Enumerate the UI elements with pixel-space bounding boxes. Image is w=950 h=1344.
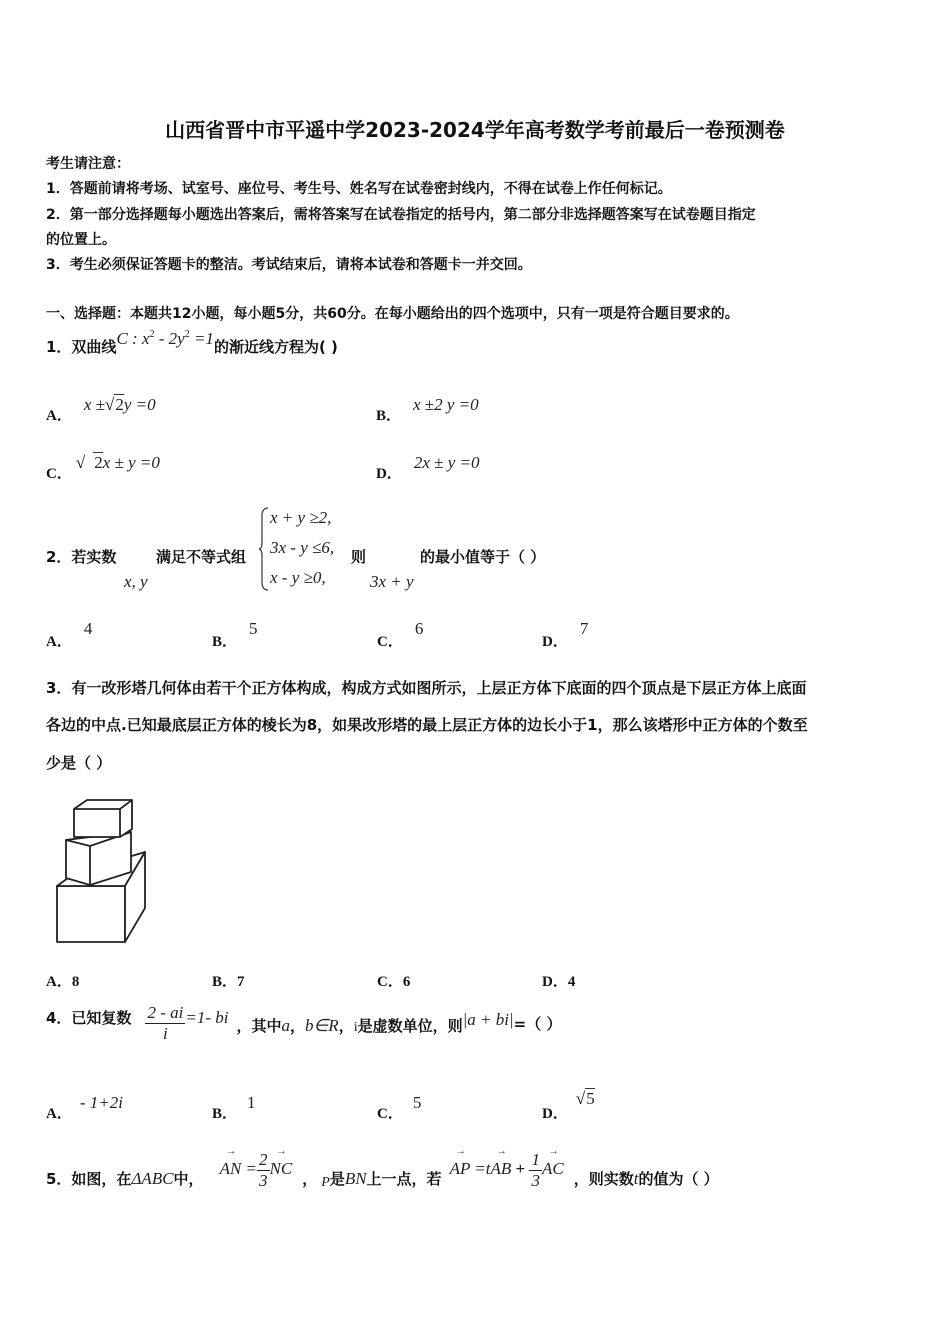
q2-suffix: 的最小值等于（ ） [420,548,546,566]
question-4: 4．已知复数 $\frac{2 - ai}{i}$ =1- bi ，其中a，b∈R，i是虚数单位，则|a + bi|=（ ） [46,1003,562,1043]
q4-option-c[interactable]: C．5 [377,1093,422,1122]
q2-expression: 3x + y [370,572,414,591]
q2-inequality: 3x - y ≤6, [270,538,335,557]
q2-brace [258,506,270,592]
q2-option-b[interactable]: B．5 [212,619,258,650]
notice-item: 3．考生必须保证答题卡的整洁。考试结束后，请将本试卷和答题卡一并交回。 [46,257,532,273]
question-5: 5．如图，在ΔABC中， → AN = $\frac{2}{3}$ → NC ， P是BN上一点，若 → AP =t→ AB + $\frac{1}{3}$ → AC ，则实数t的值为（ ） [46,1150,719,1191]
notice-item: 的位置上。 [46,232,116,248]
q2-option-d[interactable]: D．7 [542,619,589,650]
sqrt-symbol: √ [104,395,115,414]
q1-prefix: 1．双曲线 [46,338,117,356]
q4-option-a[interactable]: A．- 1+2i [46,1093,123,1122]
q3-option-a[interactable]: A．8 [46,974,80,990]
q2-variables: x, y [124,572,148,591]
q4-fraction: $\frac{2 - ai}{i}$ [147,1003,184,1043]
q1-suffix: 的渐近线方程为( ) [213,338,338,356]
q2-inequality: x + y ≥2, [270,508,332,527]
q2-prefix: 2．若实数 [46,548,117,566]
q2-inequality: x - y ≥0, [270,568,326,587]
q1-option-d[interactable]: D． 2x ± y =0 [376,453,480,482]
q1-option-b[interactable]: B． x ±2 y =0 [376,395,479,424]
q2-option-c[interactable]: C．6 [377,619,424,650]
q3-option-b[interactable]: B．7 [212,974,245,990]
section-heading: 一、选择题：本题共12小题，每小题5分，共60分。在每小题给出的四个选项中，只有一项是符合题目要求的。 [46,306,739,322]
notice-item: 1．答题前请将考场、试室号、座位号、考生号、姓名写在试卷密封线内，不得在试卷上作任何标记。 [46,181,672,197]
q2-option-a[interactable]: A．4 [46,619,93,650]
sqrt-symbol: √ [75,453,86,472]
q3-text-line: 各边的中点.已知最底层正方体的棱长为8，如果改形塔的最上层正方体的边长小于1，那么该塔形中正方体的个数至 [46,716,808,734]
q1-option-a[interactable]: A． x ±√2y =0 [46,395,156,424]
q3-text-line: 3．有一改形塔几何体由若干个正方体构成，构成方式如图所示，上层正方体下底面的四个顶点是下层正方体上底面 [46,679,807,697]
q3-option-c[interactable]: C．6 [377,974,411,990]
notice-item: 2．第一部分选择题每小题选出答案后，需将答案写在试卷指定的括号内，第二部分非选择题答案写在试卷题目指定 [46,207,756,223]
q4-option-b[interactable]: B．1 [212,1093,256,1122]
q2-middle: 满足不等式组 [156,548,247,566]
q1-equation: C : $x^2 - 2y^2 =1$ [116,329,214,348]
q2-then: 则 [351,548,367,566]
question-1 [46,329,338,357]
notice-heading: 考生请注意： [46,156,130,172]
q4-option-d[interactable]: D．√5 [542,1089,595,1122]
page-title: 山西省晋中市平遥中学2023-2024学年高考数学考前最后一卷预测卷 [165,118,785,142]
q1-option-c[interactable]: C． √ 2x ± y =0 [46,453,160,482]
q3-text-line: 少是（ ） [46,754,112,772]
q3-option-d[interactable]: D．4 [542,974,576,990]
tower-figure [50,796,154,948]
